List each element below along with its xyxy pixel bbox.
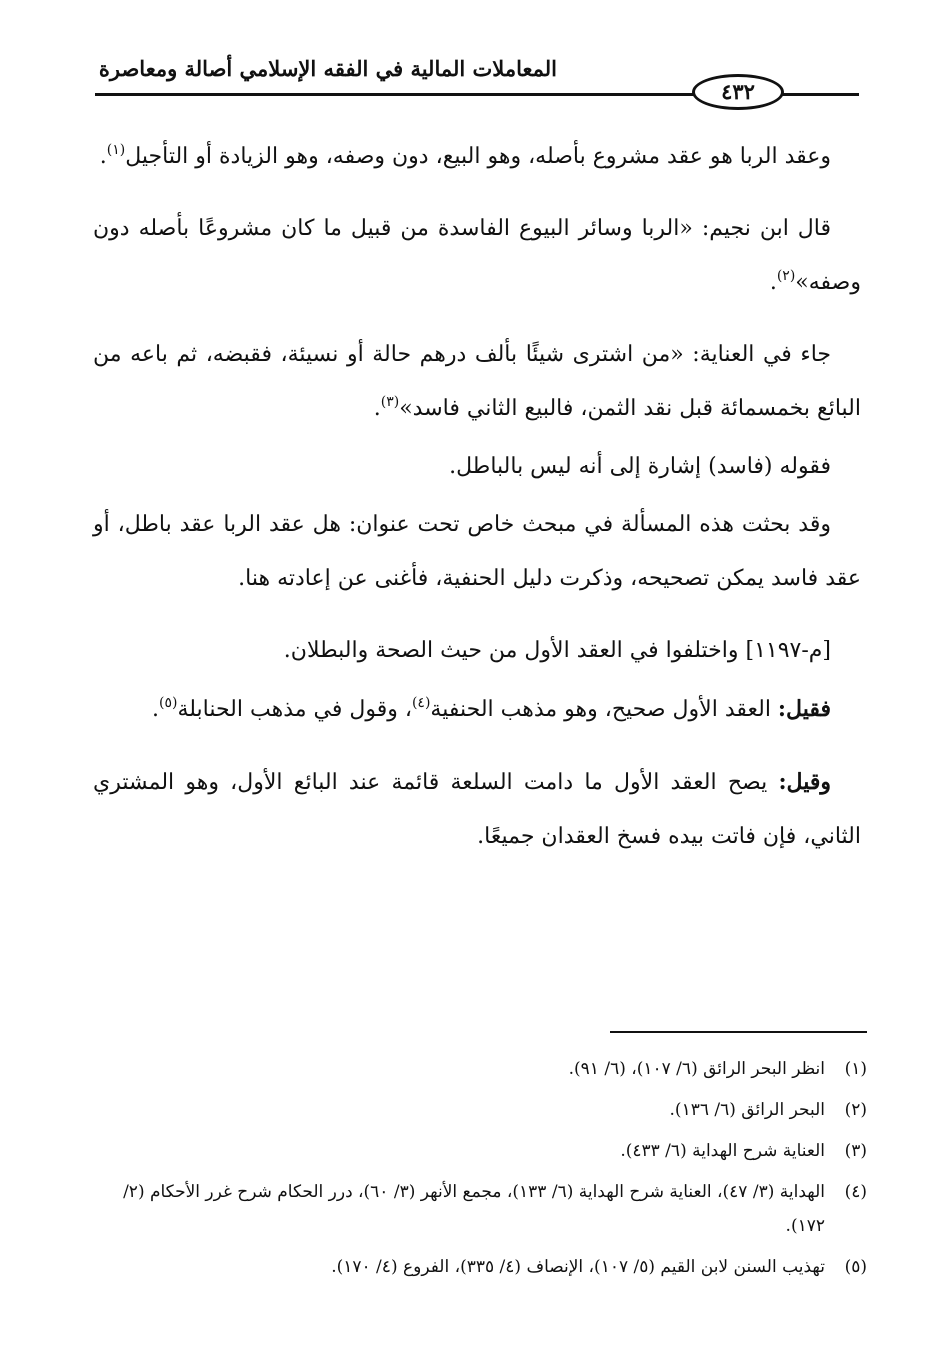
paragraph-first-opinion	[93, 682, 861, 737]
paragraph-text: [م-١١٩٧] واختلفوا في العقد الأول من حيث الصحة والبطلان.	[283, 638, 831, 663]
running-title: المعاملات المالية في الفقه الإسلامي أصالة ومعاصرة	[98, 56, 557, 81]
footnote-item	[87, 1134, 867, 1168]
footnote-item	[87, 1052, 867, 1086]
footnote-separator	[610, 1031, 867, 1033]
paragraph-prior-study	[93, 498, 861, 606]
paragraph-text: يصح العقد الأول ما دامت السلعة قائمة عند البائع الأول، وهو المشتري الثاني، فإن فاتت بيده فسخ العقدان جميعًا.	[93, 770, 861, 849]
paragraph-text-continued: ، وقول في مذهب الحنابلة	[177, 697, 412, 722]
paragraph-end: .	[769, 270, 777, 295]
paragraph-inaya-quote	[93, 328, 861, 436]
paragraph-end: .	[373, 396, 381, 421]
footnote-ref: (١)	[106, 142, 126, 158]
footnote-text: انظر البحر الرائق (٦/ ١٠٧)، (٦/ ٩١).	[568, 1059, 825, 1079]
paragraph-end: .	[151, 697, 159, 722]
footnote-text: العناية شرح الهداية (٦/ ٤٣٣).	[620, 1141, 825, 1161]
footnotes	[87, 1052, 867, 1291]
footnote-item	[87, 1250, 867, 1284]
opinion-lead: فقيل:	[777, 696, 831, 722]
footnote-number: (٣)	[844, 1141, 867, 1161]
footnote-number: (١)	[844, 1059, 867, 1079]
paragraph-riba-contract	[93, 130, 861, 184]
paragraph-text: العقد الأول صحيح، وهو مذهب الحنفية	[430, 697, 778, 722]
paragraph-text: فقوله (فاسد) إشارة إلى أنه ليس بالباطل.	[449, 454, 831, 479]
footnote-number: (٤)	[844, 1182, 867, 1202]
paragraph-text: وعقد الربا هو عقد مشروع بأصله، وهو البيع، دون وصفه، وهو الزيادة أو التأجيل	[125, 144, 831, 169]
footnote-ref: (٢)	[776, 268, 796, 284]
paragraph-text: وقد بحثت هذه المسألة في مبحث خاص تحت عنوان: هل عقد الربا عقد باطل، أو عقد فاسد يمكن تصحيحه، وذكرت دليل الحنفية، فأغنى عن إعادته هنا.	[93, 512, 861, 591]
footnote-number: (٥)	[844, 1257, 867, 1277]
paragraph-text: قال ابن نجيم: «الربا وسائر البيوع الفاسدة من قبيل ما كان مشروعًا بأصله دون وصفه»	[93, 216, 861, 295]
footnote-item	[87, 1093, 867, 1127]
paragraph-ibn-nujaym-quote	[93, 202, 861, 310]
footnote-ref: (٣)	[380, 394, 400, 410]
footnote-text: الهداية (٣/ ٤٧)، العناية شرح الهداية (٦/ ١٣٣)، مجمع الأنهر (٣/ ٦٠)، درر الحكام شرح غرر الأحكام (٢/ ١٧٢).	[123, 1182, 825, 1236]
footnote-text: تهذيب السنن لابن القيم (٥/ ١٠٧)، الإنصاف (٤/ ٣٣٥)، الفروع (٤/ ١٧٠).	[331, 1257, 825, 1277]
opinion-lead: وقيل:	[778, 769, 831, 795]
footnote-number: (٢)	[844, 1100, 867, 1120]
main-text	[93, 130, 861, 882]
paragraph-text: جاء في العناية: «من اشترى شيئًا بألف درهم حالة أو نسيئة، فقبضه، ثم باعه من البائع بخمسمائة قبل نقد الثمن، فالبيع الثاني فاسد»	[93, 342, 861, 421]
paragraph-issue-1197	[93, 624, 861, 678]
paragraph-second-opinion	[93, 755, 861, 864]
footnote-item	[87, 1175, 867, 1243]
paragraph-end: .	[99, 144, 107, 169]
footnote-text: البحر الرائق (٦/ ١٣٦).	[669, 1100, 825, 1120]
footnote-ref: (٤)	[411, 695, 431, 711]
paragraph-fasid-note	[93, 440, 861, 494]
footnote-ref: (٥)	[158, 695, 178, 711]
page-number: ٤٣٢	[692, 74, 784, 110]
